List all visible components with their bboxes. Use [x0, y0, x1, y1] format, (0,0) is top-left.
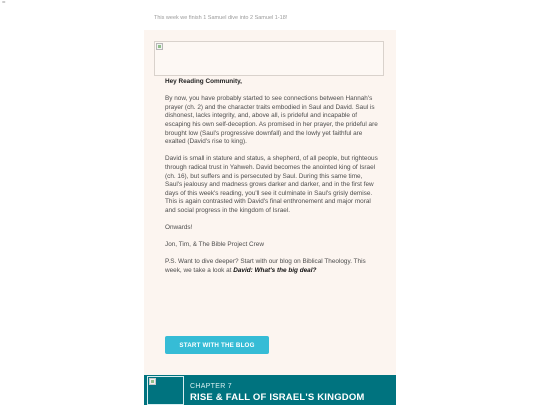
chapter-title[interactable]: RISE & FALL OF ISRAEL'S KINGDOM [190, 392, 365, 403]
paragraph-2: David is small in stature and status, a shepherd, of all people, but righteous through radical trust in Yahweh. David becomes the anointed king of Israel (ch. 16), but suffers and is persecuted by Saul. During this same time, Saul's jealousy and madness grows darker and darker, and in the first few days of this week's reading, you'll see it culminate in Saul's grisly demise. This is again contrasted with David's final enthronement and major moral and social progress in the kingdom of Israel. [165, 155, 378, 214]
hero-image-placeholder [154, 41, 384, 76]
ps-text: P.S. Want to dive deeper? Start with our blog on Biblical Theology. This week, we take a look at [165, 258, 366, 275]
letter-body [165, 78, 380, 284]
paragraph-1: By now, you have probably started to see connections between Hannah's prayer (ch. 2) and the character traits embodied in Saul and David. Saul is dishonest, lacks integrity, and, above all, is prideful and incapable of escaping his own self-deception. As promised in her prayer, the prideful are brought low (Saul's progressive downfall) and the lowly yet faithful are exalted (David's rise to king). [165, 95, 378, 146]
chapter-label: CHAPTER 7 [190, 383, 232, 390]
greeting: Hey Reading Community, [165, 78, 242, 85]
ps-paragraph [165, 258, 380, 275]
chapter-banner [144, 375, 396, 405]
chapter-image-placeholder [147, 376, 184, 405]
ps-blog-link[interactable]: David: What's the big deal? [233, 267, 317, 275]
signature: Jon, Tim, & The Bible Project Crew [165, 241, 264, 249]
paragraph-3: Onwards! [165, 224, 193, 232]
start-with-blog-button[interactable]: START WITH THE BLOG [165, 336, 269, 354]
preheader-text: This week we finish 1 Samuel dive into 2 Samuel 1-18! [154, 15, 288, 21]
corner-mark: = [2, 0, 6, 6]
broken-image-icon [156, 43, 163, 50]
broken-image-icon [149, 378, 156, 385]
